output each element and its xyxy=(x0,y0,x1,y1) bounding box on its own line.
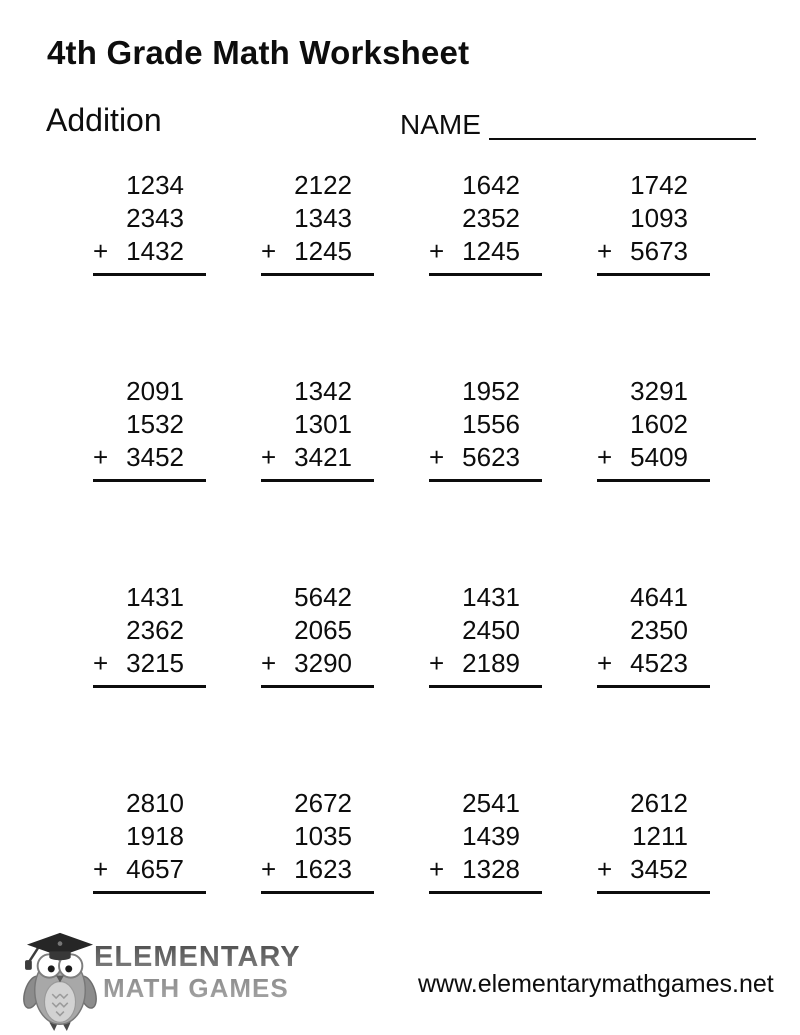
addend-value: 1301 xyxy=(294,409,352,439)
plus-operator: + xyxy=(93,854,109,884)
logo-line2: MATH GAMES xyxy=(103,972,289,1003)
website-url: www.elementarymathgames.net xyxy=(418,970,774,998)
logo-line1: ELEMENTARY xyxy=(94,941,301,973)
answer-line xyxy=(261,685,374,688)
addend-value: 1556 xyxy=(462,409,520,439)
addend-value: 1602 xyxy=(630,409,688,439)
answer-line xyxy=(429,273,542,276)
answer-line xyxy=(429,479,542,482)
page-title: 4th Grade Math Worksheet xyxy=(47,34,470,71)
addend-value: 2541 xyxy=(462,788,520,818)
addend-value: 2122 xyxy=(294,170,352,200)
name-label: NAME xyxy=(400,109,481,140)
addend-value: 1952 xyxy=(462,376,520,406)
answer-line xyxy=(93,685,206,688)
name-blank-line xyxy=(489,112,756,140)
addition-problem xyxy=(261,581,374,787)
addend-value: 2189 xyxy=(462,648,520,678)
addend-value: 2091 xyxy=(126,376,184,406)
addend-value: 2810 xyxy=(126,788,184,818)
addend-value: 1742 xyxy=(630,170,688,200)
plus-operator: + xyxy=(261,442,277,472)
addend-value: 1245 xyxy=(462,236,520,266)
addend-value: 2672 xyxy=(294,788,352,818)
addition-problem xyxy=(597,581,710,787)
plus-operator: + xyxy=(597,648,613,678)
addend-value: 1439 xyxy=(462,821,520,851)
answer-line xyxy=(93,891,206,894)
addition-problem xyxy=(597,787,710,993)
addend-value: 4523 xyxy=(630,648,688,678)
addend-value: 2350 xyxy=(630,615,688,645)
plus-operator: + xyxy=(429,648,445,678)
addend-value: 2352 xyxy=(462,203,520,233)
addend-value: 1343 xyxy=(294,203,352,233)
logo-text xyxy=(94,942,301,1002)
answer-line xyxy=(261,273,374,276)
owl-graduation-cap-icon xyxy=(16,930,104,1032)
plus-operator: + xyxy=(93,236,109,266)
addend-value: 1093 xyxy=(630,203,688,233)
name-row xyxy=(400,110,756,140)
addend-value: 1431 xyxy=(462,582,520,612)
answer-line xyxy=(93,479,206,482)
addend-value: 5642 xyxy=(294,582,352,612)
answer-line xyxy=(597,685,710,688)
addition-problem xyxy=(429,375,542,581)
addition-problem xyxy=(93,169,206,375)
addition-problem xyxy=(429,169,542,375)
addend-value: 3215 xyxy=(126,648,184,678)
plus-operator: + xyxy=(261,854,277,884)
plus-operator: + xyxy=(597,854,613,884)
plus-operator: + xyxy=(429,854,445,884)
plus-operator: + xyxy=(597,236,613,266)
addend-value: 1211 xyxy=(632,821,688,851)
addend-value: 4641 xyxy=(630,582,688,612)
addend-value: 2450 xyxy=(462,615,520,645)
addend-value: 5409 xyxy=(630,442,688,472)
addition-problem xyxy=(429,787,542,993)
addend-value: 2065 xyxy=(294,615,352,645)
answer-line xyxy=(429,891,542,894)
addend-value: 1918 xyxy=(126,821,184,851)
plus-operator: + xyxy=(597,442,613,472)
plus-operator: + xyxy=(429,236,445,266)
addend-value: 1342 xyxy=(294,376,352,406)
addend-value: 1532 xyxy=(126,409,184,439)
plus-operator: + xyxy=(261,648,277,678)
addend-value: 1035 xyxy=(294,821,352,851)
addend-value: 2362 xyxy=(126,615,184,645)
addend-value: 1623 xyxy=(294,854,352,884)
addition-problem xyxy=(597,375,710,581)
addend-value: 1431 xyxy=(126,582,184,612)
addition-problem xyxy=(597,169,710,375)
addend-value: 3290 xyxy=(294,648,352,678)
answer-line xyxy=(261,479,374,482)
addend-value: 3421 xyxy=(294,442,352,472)
addition-problem xyxy=(261,169,374,375)
addend-value: 3452 xyxy=(126,442,184,472)
plus-operator: + xyxy=(93,648,109,678)
addend-value: 2612 xyxy=(630,788,688,818)
plus-operator: + xyxy=(261,236,277,266)
plus-operator: + xyxy=(429,442,445,472)
addend-value: 5673 xyxy=(630,236,688,266)
addend-value: 1328 xyxy=(462,854,520,884)
answer-line xyxy=(597,891,710,894)
answer-line xyxy=(429,685,542,688)
addend-value: 1432 xyxy=(126,236,184,266)
addend-value: 3452 xyxy=(630,854,688,884)
addend-value: 1234 xyxy=(126,170,184,200)
answer-line xyxy=(597,479,710,482)
addend-value: 3291 xyxy=(630,376,688,406)
worksheet-topic: Addition xyxy=(46,102,162,138)
addend-value: 1642 xyxy=(462,170,520,200)
answer-line xyxy=(93,273,206,276)
plus-operator: + xyxy=(93,442,109,472)
answer-line xyxy=(597,273,710,276)
addition-problem xyxy=(93,375,206,581)
problems-grid xyxy=(93,169,765,993)
addition-problem xyxy=(261,375,374,581)
addition-problem xyxy=(93,581,206,787)
addend-value: 5623 xyxy=(462,442,520,472)
addend-value: 1245 xyxy=(294,236,352,266)
addend-value: 4657 xyxy=(126,854,184,884)
addend-value: 2343 xyxy=(126,203,184,233)
addition-problem xyxy=(429,581,542,787)
answer-line xyxy=(261,891,374,894)
